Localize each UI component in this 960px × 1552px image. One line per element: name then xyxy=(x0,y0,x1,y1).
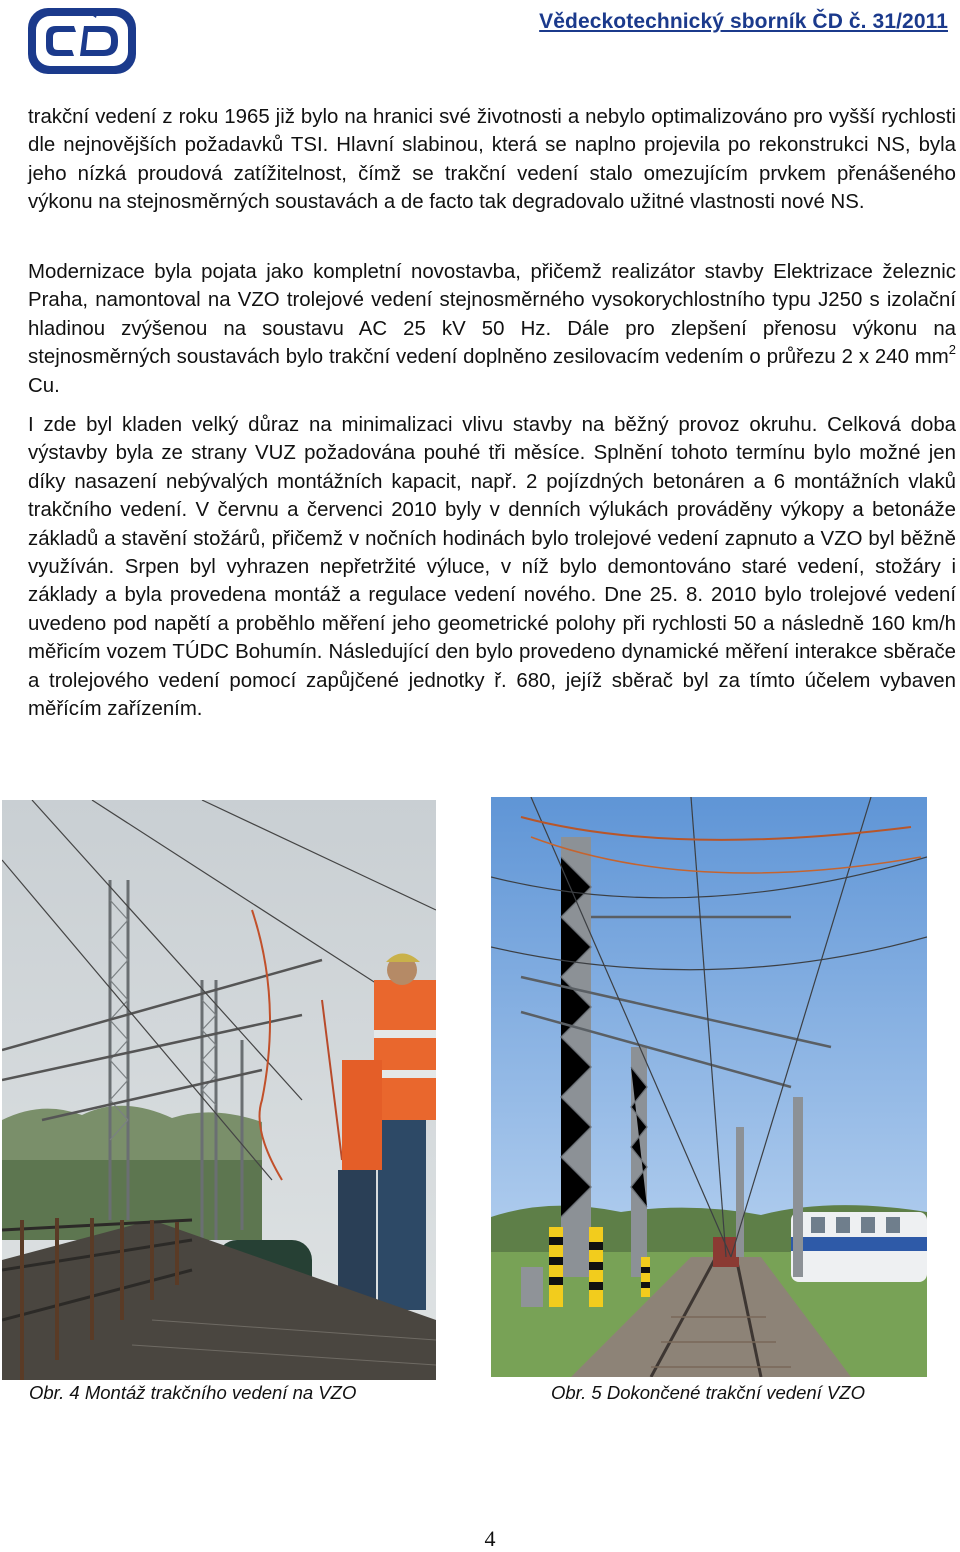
paragraph-2 xyxy=(28,258,956,400)
paragraph-2-end: Cu. xyxy=(28,374,60,397)
paragraph-2-superscript: 2 xyxy=(948,342,956,358)
journal-title: Vědeckotechnický sborník ČD č. 31/2011 xyxy=(539,10,948,33)
paragraph-1: trakční vedení z roku 1965 již bylo na hranici své životnosti a nebylo optimalizováno pro vyšší rychlosti dle nejnovějších požadavků TSI. Hlavní slabinou, která se naplno projevila po rekonstrukci NS, byla jeho nízká proudová zatížitelnost, čímž se trakční vedení stalo omezujícím prvkem přenášeného výkonu na stejnosměrných soustavách a de facto tak degradovalo užitné vlastnosti nové NS. xyxy=(28,106,956,214)
figure-5-caption: Obr. 5 Dokončené trakční vedení VZO xyxy=(551,1382,865,1403)
paragraph-2-text: Modernizace byla pojata jako kompletní novostavba, přičemž realizátor stavby Elektrizace železnic Praha, namontoval na VZO trolejové vedení stejnosměrného vysokorychlostního typu J250 s izolační hladinou zvýšenou na soustavu AC 25 kV 50 Hz. Dále pro zlepšení přenosu výkonu na stejnosměrných soustavách bylo trakční vedení doplněno zesilovacím vedením o průřezu 2 x 240 mm xyxy=(28,261,956,369)
paragraph-3: I zde byl kladen velký důraz na minimalizaci vlivu stavby na běžný provoz okruhu. Celková doba výstavby byla ze strany VUZ požadována pouhé tři měsíce. Splnění tohoto termínu bylo možné jen díky nasazení nebývalých montážních kapacit, např. 2 pojízdných betonáren a 6 montážních vlaků trakčního vedení. V červnu a červenci 2010 byly v denních výlukách prováděny výkopy a betonáže základů a stavění stožárů, přičemž v nočních hodinách bylo trolejové vedení zapnuto a VZO byl běžně využíván. Srpen byl vyhrazen nepřetržité výluce, v níž bylo demontováno staré vedení, stožáry i základy a byla provedena montáž a regulace vedení nového. Dne 25. 8. 2010 bylo trolejové vedení uvedeno pod napětí a proběhlo měření jeho geometrické polohy při rychlosti 50 a následně 160 km/h měřicím vozem TÚDC Bohumín. Následující den bylo provedeno dynamické měření interakce sběrače a trolejového vedení pomocí zapůjčené jednotky ř. 680, jejíž sběrač byl za tímto účelem vybaven měřícím zařízením. xyxy=(28,414,956,721)
figure-4-caption: Obr. 4 Montáž trakčního vedení na VZO xyxy=(29,1382,357,1403)
page-number: 4 xyxy=(484,1526,496,1551)
photo-catenary-installation xyxy=(2,800,436,1380)
photo-completed-catenary xyxy=(491,797,927,1377)
cd-logo xyxy=(26,4,138,78)
